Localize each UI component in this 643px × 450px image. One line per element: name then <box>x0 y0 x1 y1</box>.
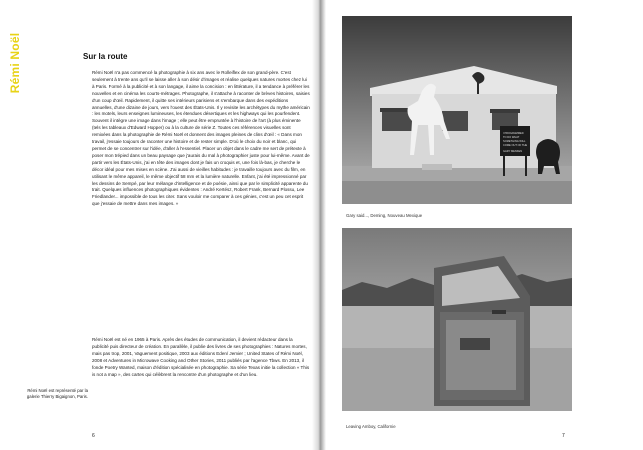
svg-text:COME OUT OF THE: COME OUT OF THE <box>503 144 528 147</box>
svg-text:I PROGRAMMED: I PROGRAMMED <box>503 132 524 135</box>
body-paragraph-1: Rémi Noël n'a pas commencé la photographie à six ans avec le Rolleiflex de son grand-père. C'est seulement à trente ans qu'il se laisse aller à son désir d'images et réalise quelques natures mortes chez lui à Paris. Formé à la publicité et à son langage, il aime la concision : en littérature, il a tendance à préférer les nouvelles et en cinéma les courts-métrages. Photographe, il s'attache à raconter de brèves histoires, saisies d'un coup d'œil. Rapidement, il quitte ses intérieurs parisiens et s'embarque dans des expéditions annuelles, d'une dizaine de jours, vers l'ouest des États-Unis. Il y revisite les archétypes du mythe américain : les motels, leurs enseignes lumineuses, les étendues désertiques et les highways qui les pourfendent. Souvent il intègre une image dans l'image ; elle peut être empruntée à l'histoire de l'art (à plus éminente (tels les tableaux d'Edward Hopper) ou à la culture de série Z. Toutes ces références visuelles sont remixées dans la photographie de Rémi Noël et donnent des images pleines de clins d'œil : « Dans mon travail, j'essaie toujours de raconter une histoire et de rester simple. D'où le choix du noir et blanc, qui permet de se concentrer sur l'idée, d'aller à l'essentiel. Placer un objet dans le cadre me sert de prétexte à poser mon trépied dans un beau paysage que j'aurais du mal à photographier juste pour lui-même. Avant de partir vers les États-Unis, j'ai en tête des images dont je fais un croquis et, une fois là-bas, je cherche le décor idéal pour mes mises en scène. J'ai aussi de vieilles habitudes : je travaille toujours avec du film, en utilisant le même appareil, le même objectif 58 mm et la lumière naturelle. Enfant, j'ai été impressionné par les dessins de Sempé, par leur mélange d'intelligence et de poésie, ainsi que par le simplicité apparente du trait. Quelques influences photographiques évidentes : André Kertész, Robert Frank, Bernard Plossu, Lee Friedlander... impossible de tous les citer. Sans vouloir me comparer à ces génies, c'est un peu cet esprit que j'essaie de mettre dans mes images. » <box>92 70 310 207</box>
page-number-left: 6 <box>92 433 95 439</box>
photo-1-caption: Gary said..., Deming, Nouveau Mexique <box>346 213 423 218</box>
photo-2-caption: Leaving Amboy, Californie <box>346 424 396 429</box>
photo-motel-horse-bear <box>342 16 572 204</box>
svg-text:TO DO WHAT: TO DO WHAT <box>503 136 520 139</box>
gallery-caption: Rémi Noël est représenté par la galerie Thierry Bigaignon, Paris. <box>26 388 88 399</box>
body-paragraph-2: Rémi Noël est né en 1965 à Paris. Après des études de communication, il devient rédacteur dans la publicité puis directeur de création. En parallèle, il publie des livres de ses photographies : Natures mortes, mais pas trop, 2001, Vaguement positique, 2003 aux éditions Eden/ Jemier ; United States of Rémi Noël, 2008 et Adventures in Microwave Cooking and Other Stories, 2011 publiés par l'agence Tbws. En 2013, il fonde Poetry Wanted, maison d'édition spécialisée en photographie. Sa série Texas initie la collection « This is not a map », des cartes qui célèbrent la rencontre d'un photographe et d'un lieu. <box>92 337 310 377</box>
svg-text:SOMETHING WILL: SOMETHING WILL <box>503 140 526 143</box>
book-gutter <box>312 0 326 450</box>
photo-car-door-desert <box>342 228 572 411</box>
author-vertical-label: Rémi Noël <box>8 32 22 94</box>
left-page <box>0 0 318 450</box>
svg-text:GARY MENKEN: GARY MENKEN <box>503 150 523 153</box>
section-title: Sur la route <box>83 52 128 61</box>
page-number-right: 7 <box>562 433 565 439</box>
